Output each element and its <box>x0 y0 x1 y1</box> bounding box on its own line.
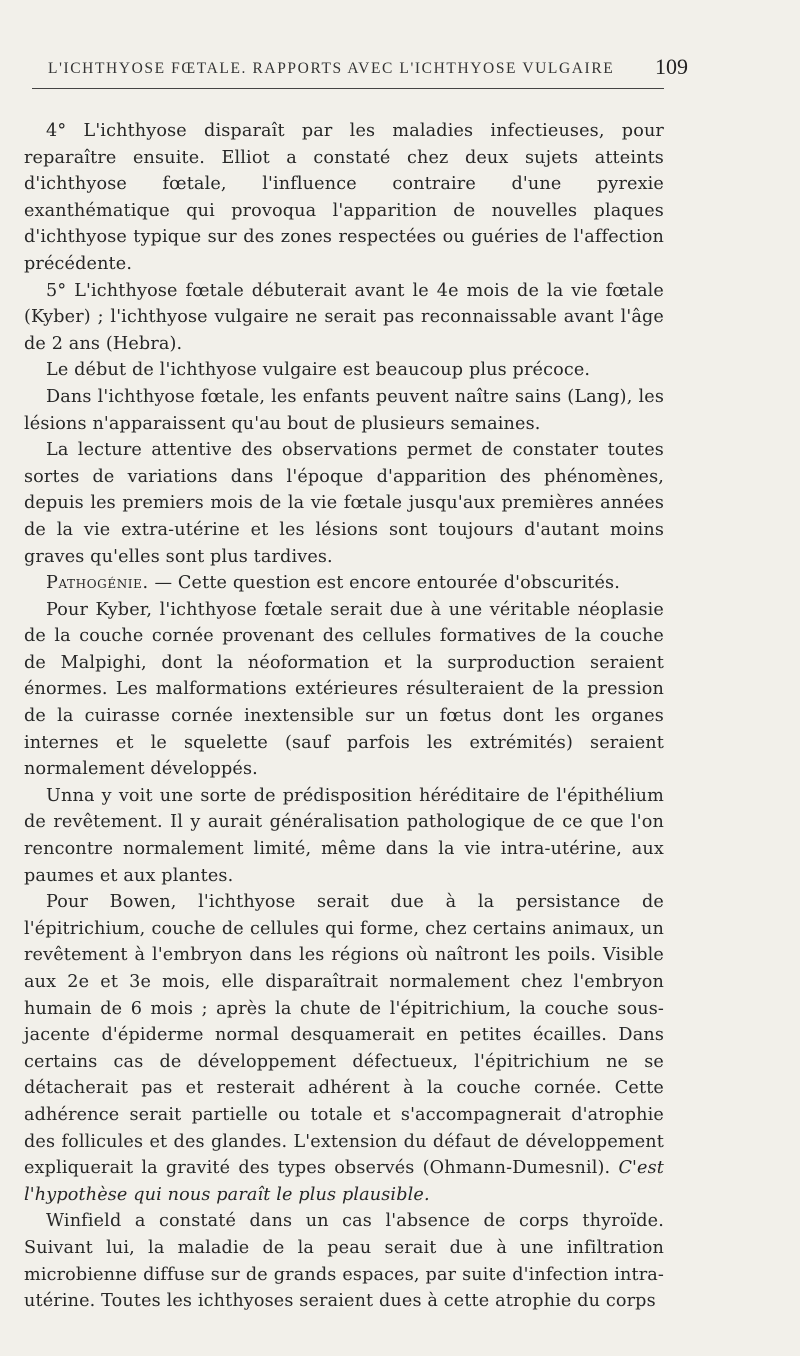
paragraph-bowen-italic: C'est l'hypothèse qui nous paraît le plus plausible. <box>24 1158 664 1205</box>
body-text <box>24 118 664 1315</box>
paragraph-onset: 5° L'ichthyose fœtale débuterait avant le 4e mois de la vie fœtale (Kyber) ; l'ichthyose vulgaire ne serait pas reconnaissable avant l'âge de 2 ans (Hebra). <box>24 280 664 354</box>
running-head <box>24 52 688 88</box>
paragraph-pathogenie <box>24 570 664 597</box>
paragraph-unna: Unna y voit une sorte de prédisposition héréditaire de l'épithélium de revêtement. Il y aurait généralisation pathologique de ce que l'on rencontre normalement limité, même dans la vie intra-utérine, aux paumes et aux plantes. <box>24 785 664 886</box>
paragraph-disappearance: 4° L'ichthyose disparaît par les maladies infectieuses, pour reparaître ensuite. Elliot a constaté chez deux sujets atteints d'ichthyose fœtale, l'influence contraire d'une pyrexie exanthématique qui provoqua l'apparition de nouvelles plaques d'ichthyose typique sur des zones respectées ou guéries de l'affection précédente. <box>24 121 664 274</box>
paragraph-bowen <box>24 889 664 1208</box>
paragraph-healthy-birth: Dans l'ichthyose fœtale, les enfants peuvent naître sains (Lang), les lésions n'apparaissent qu'au bout de plusieurs semaines. <box>24 386 664 434</box>
section-label-pathogenie: Pathogénie. <box>46 573 149 594</box>
paragraph-winfield: Winfield a constaté dans un cas l'absence de corps thyroïde. Suivant lui, la maladie de la peau serait due à une infiltration microbienne diffuse sur de grands espaces, par suite d'infection intra-utérine. Toutes les ichthyoses seraient dues à cette atrophie du corps <box>24 1211 664 1312</box>
header-rule <box>32 88 664 89</box>
paragraph-pathogenie-text: — Cette question est encore entourée d'obscurités. <box>148 573 620 594</box>
paragraph-kyber: Pour Kyber, l'ichthyose fœtale serait due à une véritable néoplasie de la couche cornée provenant des cellules formatives de la couche de Malpighi, dont la néoformation et la surproduction seraient énormes. Les malformations extérieures résulteraient de la pression de la cuirasse cornée inextensible sur un fœtus dont les organes internes et le squelette (sauf parfois les extrémités) seraient normalement développés. <box>24 599 664 780</box>
paragraph-early-onset: Le début de l'ichthyose vulgaire est beaucoup plus précoce. <box>46 360 591 381</box>
paragraph-variations: La lecture attentive des observations permet de constater toutes sortes de variations dans l'époque d'apparition des phénomènes, depuis les premiers mois de la vie fœtale jusqu'aux premières années de la vie extra-utérine et les lésions sont toujours d'autant moins graves qu'elles sont plus tardives. <box>24 440 664 567</box>
paragraph-bowen-text: Pour Bowen, l'ichthyose serait due à la persistance de l'épitrichium, couche de cellules qui forme, chez certains animaux, un revêtement à l'embryon dans les régions où naîtront les poils. Visible aux 2e et 3e mois, elle disparaîtrait normalement chez l'embryon humain de 6 mois ; après la chute de l'épitrichium, la couche sous-jacente d'épiderme normal desquamerait en petites écailles. Dans certains cas de développement défectueux, l'épitrichium ne se détacherait pas et resterait adhérent à la couche cornée. Cette adhérence serait partielle ou totale et s'accompagnerait d'atrophie des follicules et des glandes. L'extension du défaut de développement expliquerait la gravité des types observés (Ohmann-Dumesnil). <box>24 892 664 1179</box>
page-number: 109 <box>655 54 688 79</box>
running-head-title: L'ICHTHYOSE FŒTALE. RAPPORTS AVEC L'ICHTHYOSE VULGAIRE <box>48 60 615 77</box>
